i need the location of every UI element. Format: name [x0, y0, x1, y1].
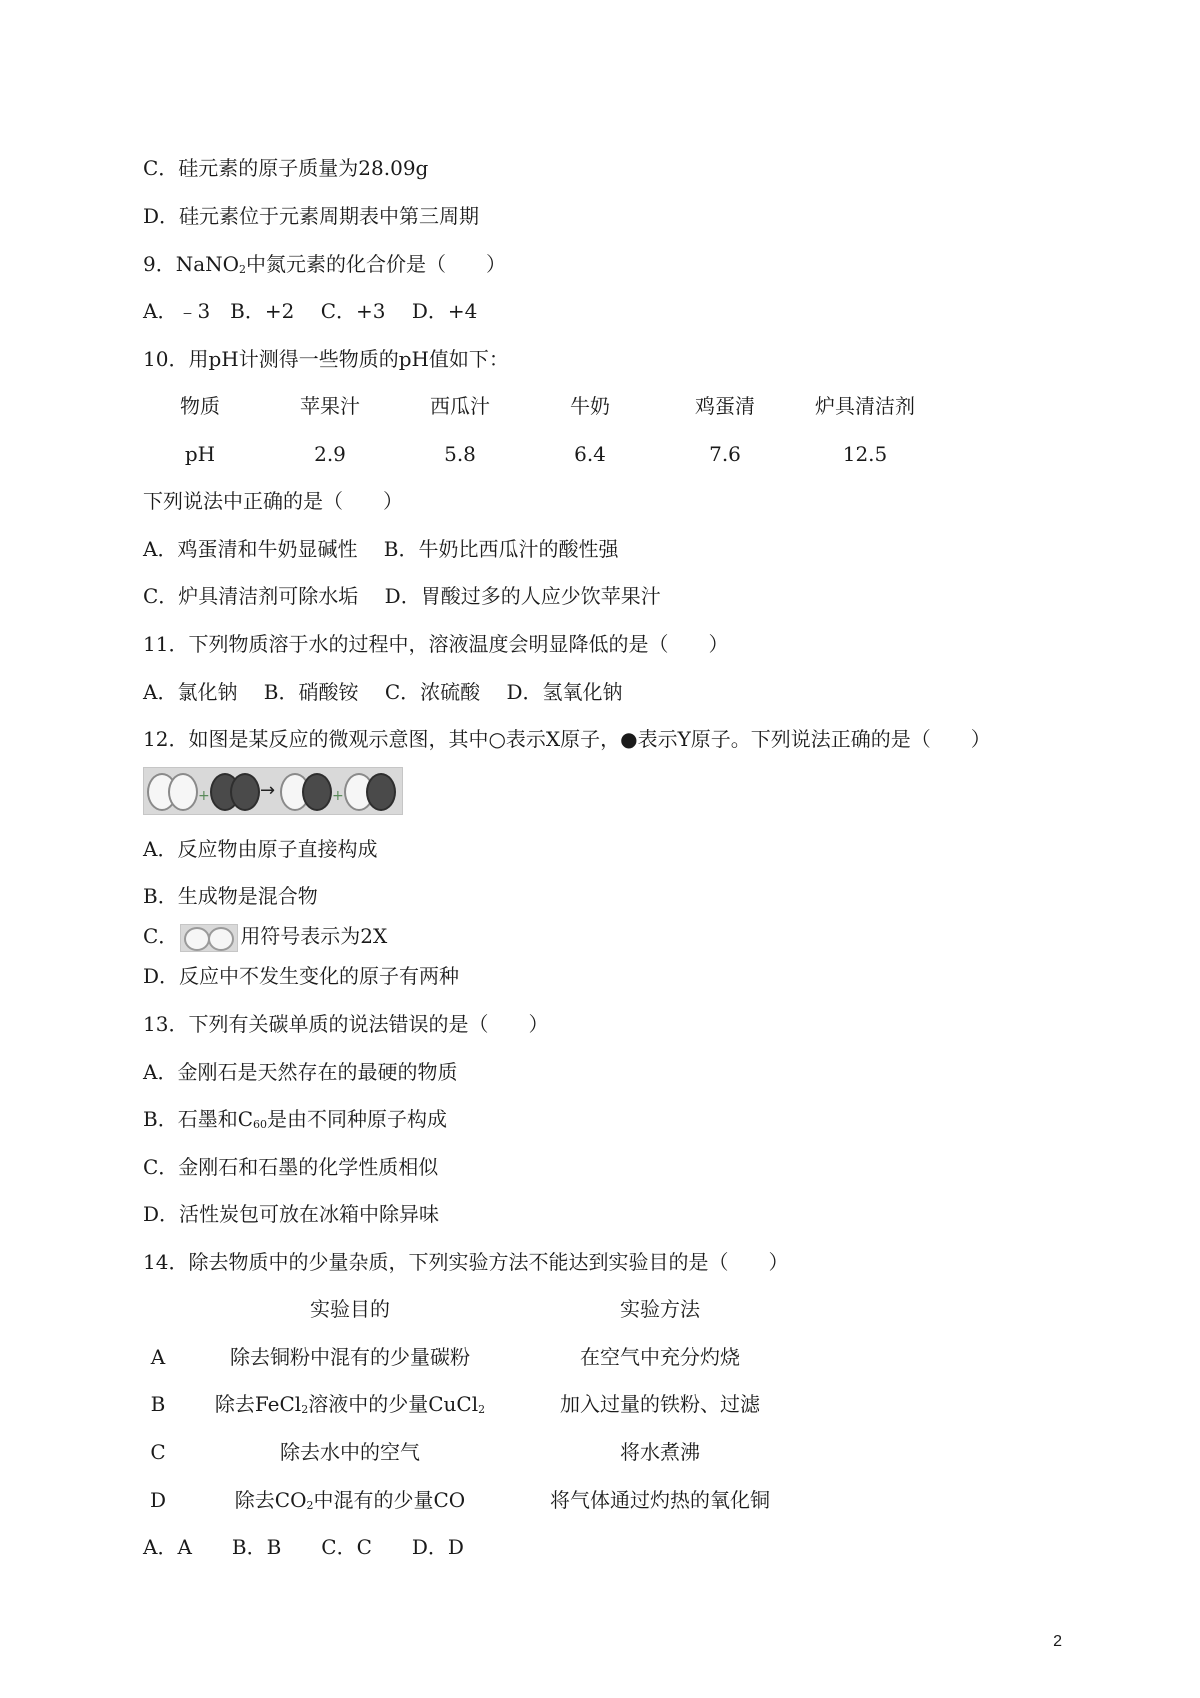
x2-molecule-icon — [180, 924, 238, 952]
subscript: 2 — [306, 1499, 314, 1512]
row-method: 加入过量的铁粉、过滤 — [560, 1392, 760, 1416]
row-method: 将气体通过灼热的氧化铜 — [550, 1488, 770, 1512]
q10-stem: 10．用pH计测得一些物质的pH值如下： — [143, 347, 509, 371]
q10-options-cd: C．炉具清洁剂可除水垢 D．胃酸过多的人应少饮苹果汁 — [143, 584, 661, 608]
ph-table-values — [0, 440, 1200, 468]
row-key: D — [149, 1488, 167, 1512]
q12-option-c — [143, 922, 387, 952]
q13-option-d: D．活性炭包可放在冰箱中除异味 — [143, 1202, 440, 1226]
c60-subscript: 60 — [253, 1118, 267, 1131]
ph-table-header — [0, 392, 1200, 420]
q13-stem: 13．下列有关碳单质的说法错误的是（ ） — [143, 1012, 549, 1036]
plus-sign: + — [332, 788, 344, 804]
table-row — [0, 1390, 1200, 1418]
ph-header-cell: 西瓜汁 — [430, 394, 490, 418]
q9-options: A．﹣3 B．+2 C．+3 D．+4 — [143, 299, 478, 323]
reaction-diagram — [143, 767, 403, 815]
ph-header-cell: 鸡蛋清 — [695, 394, 755, 418]
plus-sign: + — [198, 788, 210, 804]
row-goal-part1: 除去CO — [234, 1488, 307, 1512]
q12-stem: 12．如图是某反应的微观示意图，其中○表示X原子，●表示Y原子。下列说法正确的是（ ） — [143, 727, 991, 751]
q13-option-c: C．金刚石和石墨的化学性质相似 — [143, 1155, 439, 1179]
y-atom-icon — [302, 773, 332, 811]
q11-options: A．氯化钠 B．硝酸铵 C．浓硫酸 D．氢氧化钠 — [143, 680, 623, 704]
row-goal — [190, 1390, 510, 1424]
x-atom-icon — [168, 773, 198, 811]
ph-value-cell: 7.6 — [709, 442, 741, 466]
q8-option-d: D．硅元素位于元素周期表中第三周期 — [143, 204, 480, 228]
q14-options: A．A B．B C．C D．D — [143, 1535, 464, 1559]
row-key: C — [150, 1440, 166, 1464]
q9-stem — [143, 250, 506, 284]
y-atom-icon — [230, 773, 260, 811]
q10-ask: 下列说法中正确的是（ ） — [143, 489, 403, 513]
ph-value-cell: 6.4 — [574, 442, 606, 466]
q8-option-c: C．硅元素的原子质量为28.09g — [143, 156, 429, 180]
row-key: A — [150, 1345, 166, 1369]
q9-stem-part2: 中氮元素的化合价是（ ） — [246, 252, 507, 276]
subscript: 2 — [478, 1403, 486, 1416]
q12-option-b: B．生成物是混合物 — [143, 884, 318, 908]
exp-header-goal: 实验目的 — [310, 1297, 390, 1321]
y-atom-icon — [366, 773, 396, 811]
ph-header-cell: 炉具清洁剂 — [815, 394, 915, 418]
q12-option-a: A．反应物由原子直接构成 — [143, 837, 378, 861]
row-goal-part1: 除去FeCl — [214, 1392, 302, 1416]
q11-stem: 11．下列物质溶于水的过程中，溶液温度会明显降低的是（ ） — [143, 632, 729, 656]
exp-table-header — [0, 1295, 1200, 1323]
q12-option-c-label: C． — [143, 924, 179, 948]
page-number: 2 — [1053, 1633, 1062, 1650]
table-row — [0, 1438, 1200, 1466]
row-key: B — [150, 1392, 166, 1416]
ph-header-cell: 牛奶 — [570, 394, 610, 418]
q13-option-b — [143, 1105, 447, 1139]
row-method: 将水煮沸 — [620, 1440, 700, 1464]
table-row — [0, 1486, 1200, 1514]
ph-value-cell: 12.5 — [842, 442, 888, 466]
row-goal: 除去铜粉中混有的少量碳粉 — [230, 1345, 470, 1369]
ph-value-cell: pH — [184, 442, 216, 466]
table-row — [0, 1343, 1200, 1371]
q12-option-c-text: 用符号表示为2X — [240, 924, 388, 948]
row-goal-part2: 中混有的少量CO — [313, 1488, 466, 1512]
subscript: 2 — [301, 1403, 309, 1416]
row-goal-part2: 溶液中的少量CuCl — [308, 1392, 479, 1416]
q9-subscript: 2 — [239, 263, 247, 276]
q9-stem-part1: 9．NaNO — [143, 252, 240, 276]
q13-option-b-part1: B．石墨和C — [143, 1107, 253, 1131]
row-goal — [190, 1486, 510, 1520]
q13-option-b-part2: 是由不同种原子构成 — [267, 1107, 447, 1131]
row-method: 在空气中充分灼烧 — [580, 1345, 740, 1369]
ph-header-cell: 苹果汁 — [300, 394, 360, 418]
q13-option-a: A．金刚石是天然存在的最硬的物质 — [143, 1060, 458, 1084]
ph-header-cell: 物质 — [180, 394, 220, 418]
ph-value-cell: 2.9 — [314, 442, 346, 466]
row-goal: 除去水中的空气 — [280, 1440, 420, 1464]
exp-header-method: 实验方法 — [620, 1297, 700, 1321]
ph-value-cell: 5.8 — [444, 442, 476, 466]
q12-option-d: D．反应中不发生变化的原子有两种 — [143, 964, 460, 988]
q10-options-ab: A．鸡蛋清和牛奶显碱性 B．牛奶比西瓜汁的酸性强 — [143, 537, 619, 561]
q14-stem: 14．除去物质中的少量杂质，下列实验方法不能达到实验目的是（ ） — [143, 1250, 789, 1274]
reaction-arrow-icon: → — [260, 780, 276, 801]
